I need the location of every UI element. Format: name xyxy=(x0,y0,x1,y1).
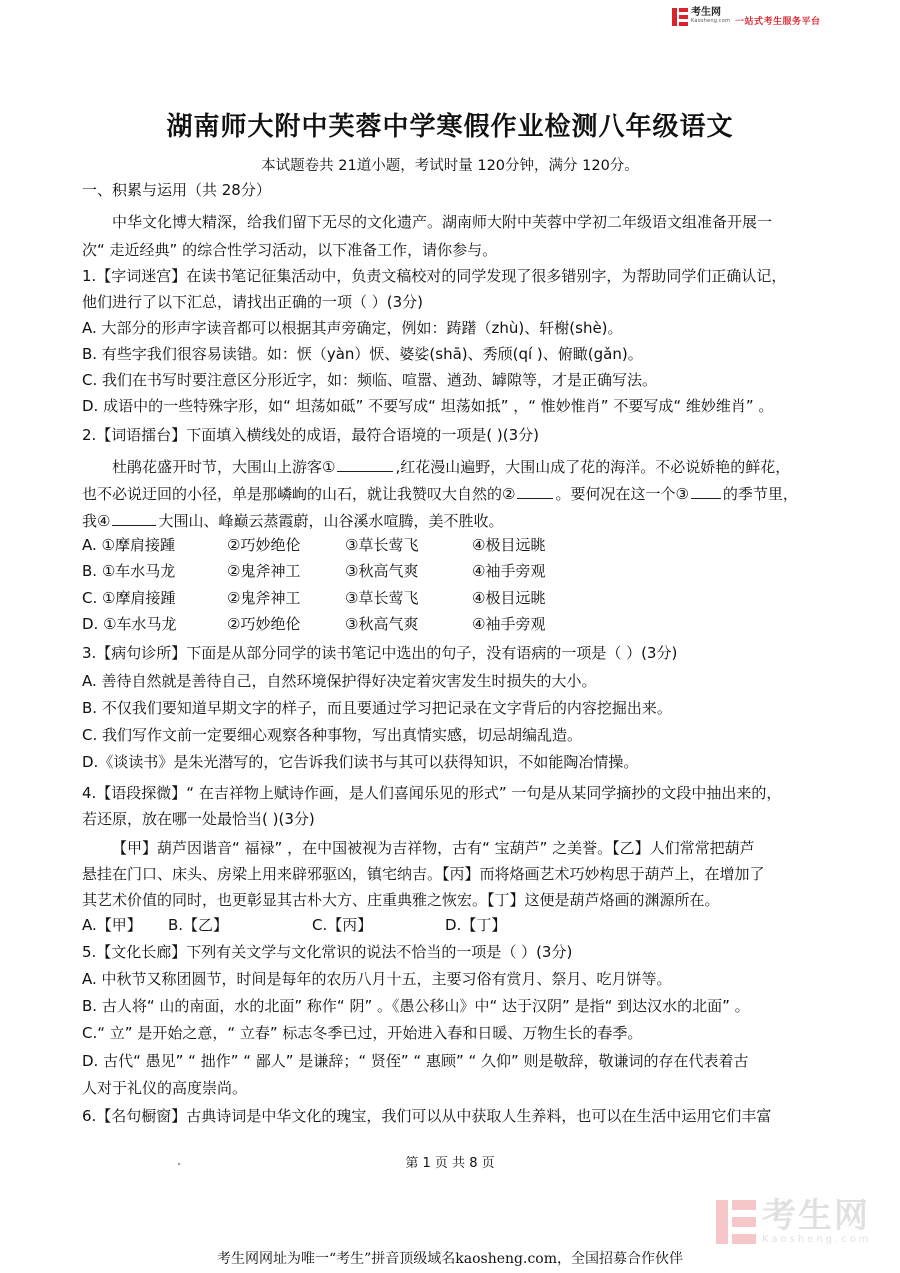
q1-stem: 他们进行了以下汇总，请找出正确的一项（ ）(3分) xyxy=(82,293,424,311)
watermark-text-en: Kaosheng.com xyxy=(762,1234,872,1245)
q6-stem: 6.【名句橱窗】古典诗词是中华文化的瑰宝，我们可以从中获取人生养料，也可以在生活中运用它们丰富 xyxy=(82,1107,772,1125)
header-slogan: 一站式考生服务平台 xyxy=(735,17,821,27)
q5-option-c: C.“ 立” 是开始之意，“ 立春” 标志冬季已过，开始进入春和日暖、万物生长的春季。 xyxy=(82,1024,643,1042)
fill-blank xyxy=(112,511,156,526)
q1-option-d: D. 成语中的一些特殊字形，如“ 坦荡如砥” 不要写成“ 坦荡如抵” ，“ 惟妙惟肖” 不要写成“ 维妙维肖” 。 xyxy=(82,397,774,415)
q4-option-cell: D.【丁】 xyxy=(445,916,507,934)
q2-option-cell: B. ①车水马龙 xyxy=(82,562,176,580)
q2-passage-text: 我④ xyxy=(82,512,111,530)
q4-passage-line: 【甲】葫芦因谐音“ 福禄” ，在中国被视为吉祥物，古有“ 宝葫芦” 之美誉。【乙】人们常常把葫芦 xyxy=(112,839,755,857)
q4-option-cell: C.【丙】 xyxy=(312,916,373,934)
q4-passage-line: 其艺术价值的同时，也更彰显其古朴大方、庄重典雅之恢宏。【丁】这便是葫芦烙画的渊源所在。 xyxy=(82,891,720,909)
fill-blank xyxy=(517,484,553,499)
q2-option-cell: ③草长莺飞 xyxy=(345,589,419,607)
q2-option-cell: ③秋高气爽 xyxy=(345,615,419,633)
logo-text-cn: 考生网 xyxy=(691,7,721,18)
page-number: 第 1 页 共 8 页 xyxy=(405,1156,495,1171)
watermark-text-cn: 考生网 xyxy=(762,1196,870,1236)
q2-option-cell: D. ①车水马龙 xyxy=(82,615,177,633)
fill-blank xyxy=(691,484,721,499)
q1-option-b: B. 有些字我们很容易读错。如：恹（yàn）恹、婆娑(shā)、秀颀(qí )、俯瞰(gǎn)。 xyxy=(82,345,643,363)
q5-stem: 5.【文化长廊】下列有关文学与文化常识的说法不恰当的一项是（ ）(3分) xyxy=(82,943,573,961)
q2-option-cell: ②巧妙绝伦 xyxy=(227,536,301,554)
q2-option-cell: ④极目远眺 xyxy=(472,536,546,554)
q4-stem: 若还原，放在哪一处最恰当( )(3分) xyxy=(82,810,315,828)
header-logo xyxy=(672,8,730,26)
q2-option-cell: A. ①摩肩接踵 xyxy=(82,536,175,554)
watermark xyxy=(716,1198,872,1245)
q5-option-a: A. 中秋节又称团圆节，时间是每年的农历八月十五，主要习俗有赏月、祭月、吃月饼等。 xyxy=(82,970,672,988)
q1-option-a: A. 大部分的形声字读音都可以根据其声旁确定，例如：踌躇（zhù)、轩榭(shè)。 xyxy=(82,319,623,337)
q2-passage-line xyxy=(112,457,790,477)
section-heading: 一、积累与运用（共 28分） xyxy=(82,181,271,199)
q5-option-b: B. 古人将“ 山的南面，水的北面” 称作“ 阴” 。《愚公移山》中“ 达于汉阴” 是指“ 到达汉水的北面” 。 xyxy=(82,997,750,1015)
q4-option-cell: B.【乙】 xyxy=(168,916,229,934)
q2-option-cell: C. ①摩肩接踵 xyxy=(82,589,176,607)
q1-stem: 1.【字词迷宫】在读书笔记征集活动中，负责文稿校对的同学发现了很多错别字，为帮助同学们正确认记， xyxy=(82,267,787,285)
logo-text-en: Kaosheng.com xyxy=(691,18,731,24)
q4-option-cell: A.【甲】 xyxy=(82,916,142,934)
q2-passage-text: ,红花漫山遍野，大围山成了花的海洋。不必说娇艳的鲜花， xyxy=(395,458,791,476)
q2-passage-text: 。要何况在这一个③ xyxy=(555,485,689,503)
q2-option-cell: ②鬼斧神工 xyxy=(227,562,301,580)
page-subtitle: 本试题卷共 21道小题，考试时量 120分钟，满分 120分。 xyxy=(261,158,639,174)
q2-option-cell: ②鬼斧神工 xyxy=(227,589,301,607)
q2-passage-text: 杜鹃花盛开时节，大围山上游客① xyxy=(112,458,336,476)
q2-option-cell: ④袖手旁观 xyxy=(472,615,546,633)
q2-passage-text: 也不必说迂回的小径，单是那嶙峋的山石，就让我赞叹大自然的② xyxy=(82,485,516,503)
q2-option-cell: ③草长莺飞 xyxy=(345,536,419,554)
q1-option-c: C. 我们在书写时要注意区分形近字，如：频临、喧嚣、遒劲、罅隙等，才是正确写法。 xyxy=(82,371,658,389)
q4-stem: 4.【语段探微】“ 在吉祥物上赋诗作画，是人们喜闻乐见的形式” 一句是从某同学摘抄的文段中抽出来的， xyxy=(82,784,782,802)
q2-option-cell: ④袖手旁观 xyxy=(472,562,546,580)
q3-option-c: C. 我们写作文前一定要细心观察各种事物，写出真情实感，切忌胡编乱造。 xyxy=(82,726,583,744)
kaosheng-watermark-icon xyxy=(716,1200,756,1244)
q5-option-d: D. 古代“ 愚见” “ 拙作” “ 鄙人” 是谦辞；“ 贤侄” “ 惠顾” “ 久仰” 则是敬辞，敬谦词的存在代表着古 xyxy=(82,1052,749,1070)
q2-passage-text: 大围山、峰巅云蒸霞蔚，山谷溪水喧腾，美不胜收。 xyxy=(158,512,504,530)
q2-option-cell: ③秋高气爽 xyxy=(345,562,419,580)
q5-option-d: 人对于礼仪的高度崇尚。 xyxy=(82,1079,248,1097)
q2-option-cell: ④极目远眺 xyxy=(472,589,546,607)
fill-blank xyxy=(337,457,393,472)
intro-line: 中华文化博大精深，给我们留下无尽的文化遗产。湖南师大附中芙蓉中学初二年级语文组准备开展一 xyxy=(112,213,773,231)
q3-option-d: D.《谈读书》是朱光潜写的，它告诉我们读书与其可以获得知识，不如能陶冶情操。 xyxy=(82,753,639,771)
q2-stem: 2.【词语擂台】下面填入横线处的成语，最符合语境的一项是( )(3分) xyxy=(82,426,540,444)
q2-option-cell: ②巧妙绝伦 xyxy=(227,615,301,633)
kaosheng-logo-icon xyxy=(672,8,688,26)
q2-passage-line xyxy=(82,511,503,531)
q2-passage-line xyxy=(82,484,798,504)
q3-option-a: A. 善待自然就是善待自己，自然环境保护得好决定着灾害发生时损失的大小。 xyxy=(82,672,597,690)
footer-url-notice: 考生网网址为唯一“考生”拼音顶级域名kaosheng.com，全国招募合作伙伴 xyxy=(216,1251,684,1267)
intro-line: 次“ 走近经典” 的综合性学习活动，以下准备工作，请你参与。 xyxy=(82,241,498,259)
q3-stem: 3.【病句诊所】下面是从部分同学的读书笔记中选出的句子，没有语病的一项是（ ）(3分) xyxy=(82,644,678,662)
page-title: 湖南师大附中芙蓉中学寒假作业检测八年级语文 xyxy=(166,112,734,142)
q4-passage-line: 悬挂在门口、床头、房梁上用来辟邪驱凶，镇宅纳吉。【丙】而将烙画艺术巧妙构思于葫芦上，在增加了 xyxy=(82,865,765,883)
q3-option-b: B. 不仅我们要知道早期文字的样子，而且要通过学习把记录在文字背后的内容挖掘出来。 xyxy=(82,699,672,717)
q2-passage-text: 的季节里， xyxy=(722,485,798,503)
